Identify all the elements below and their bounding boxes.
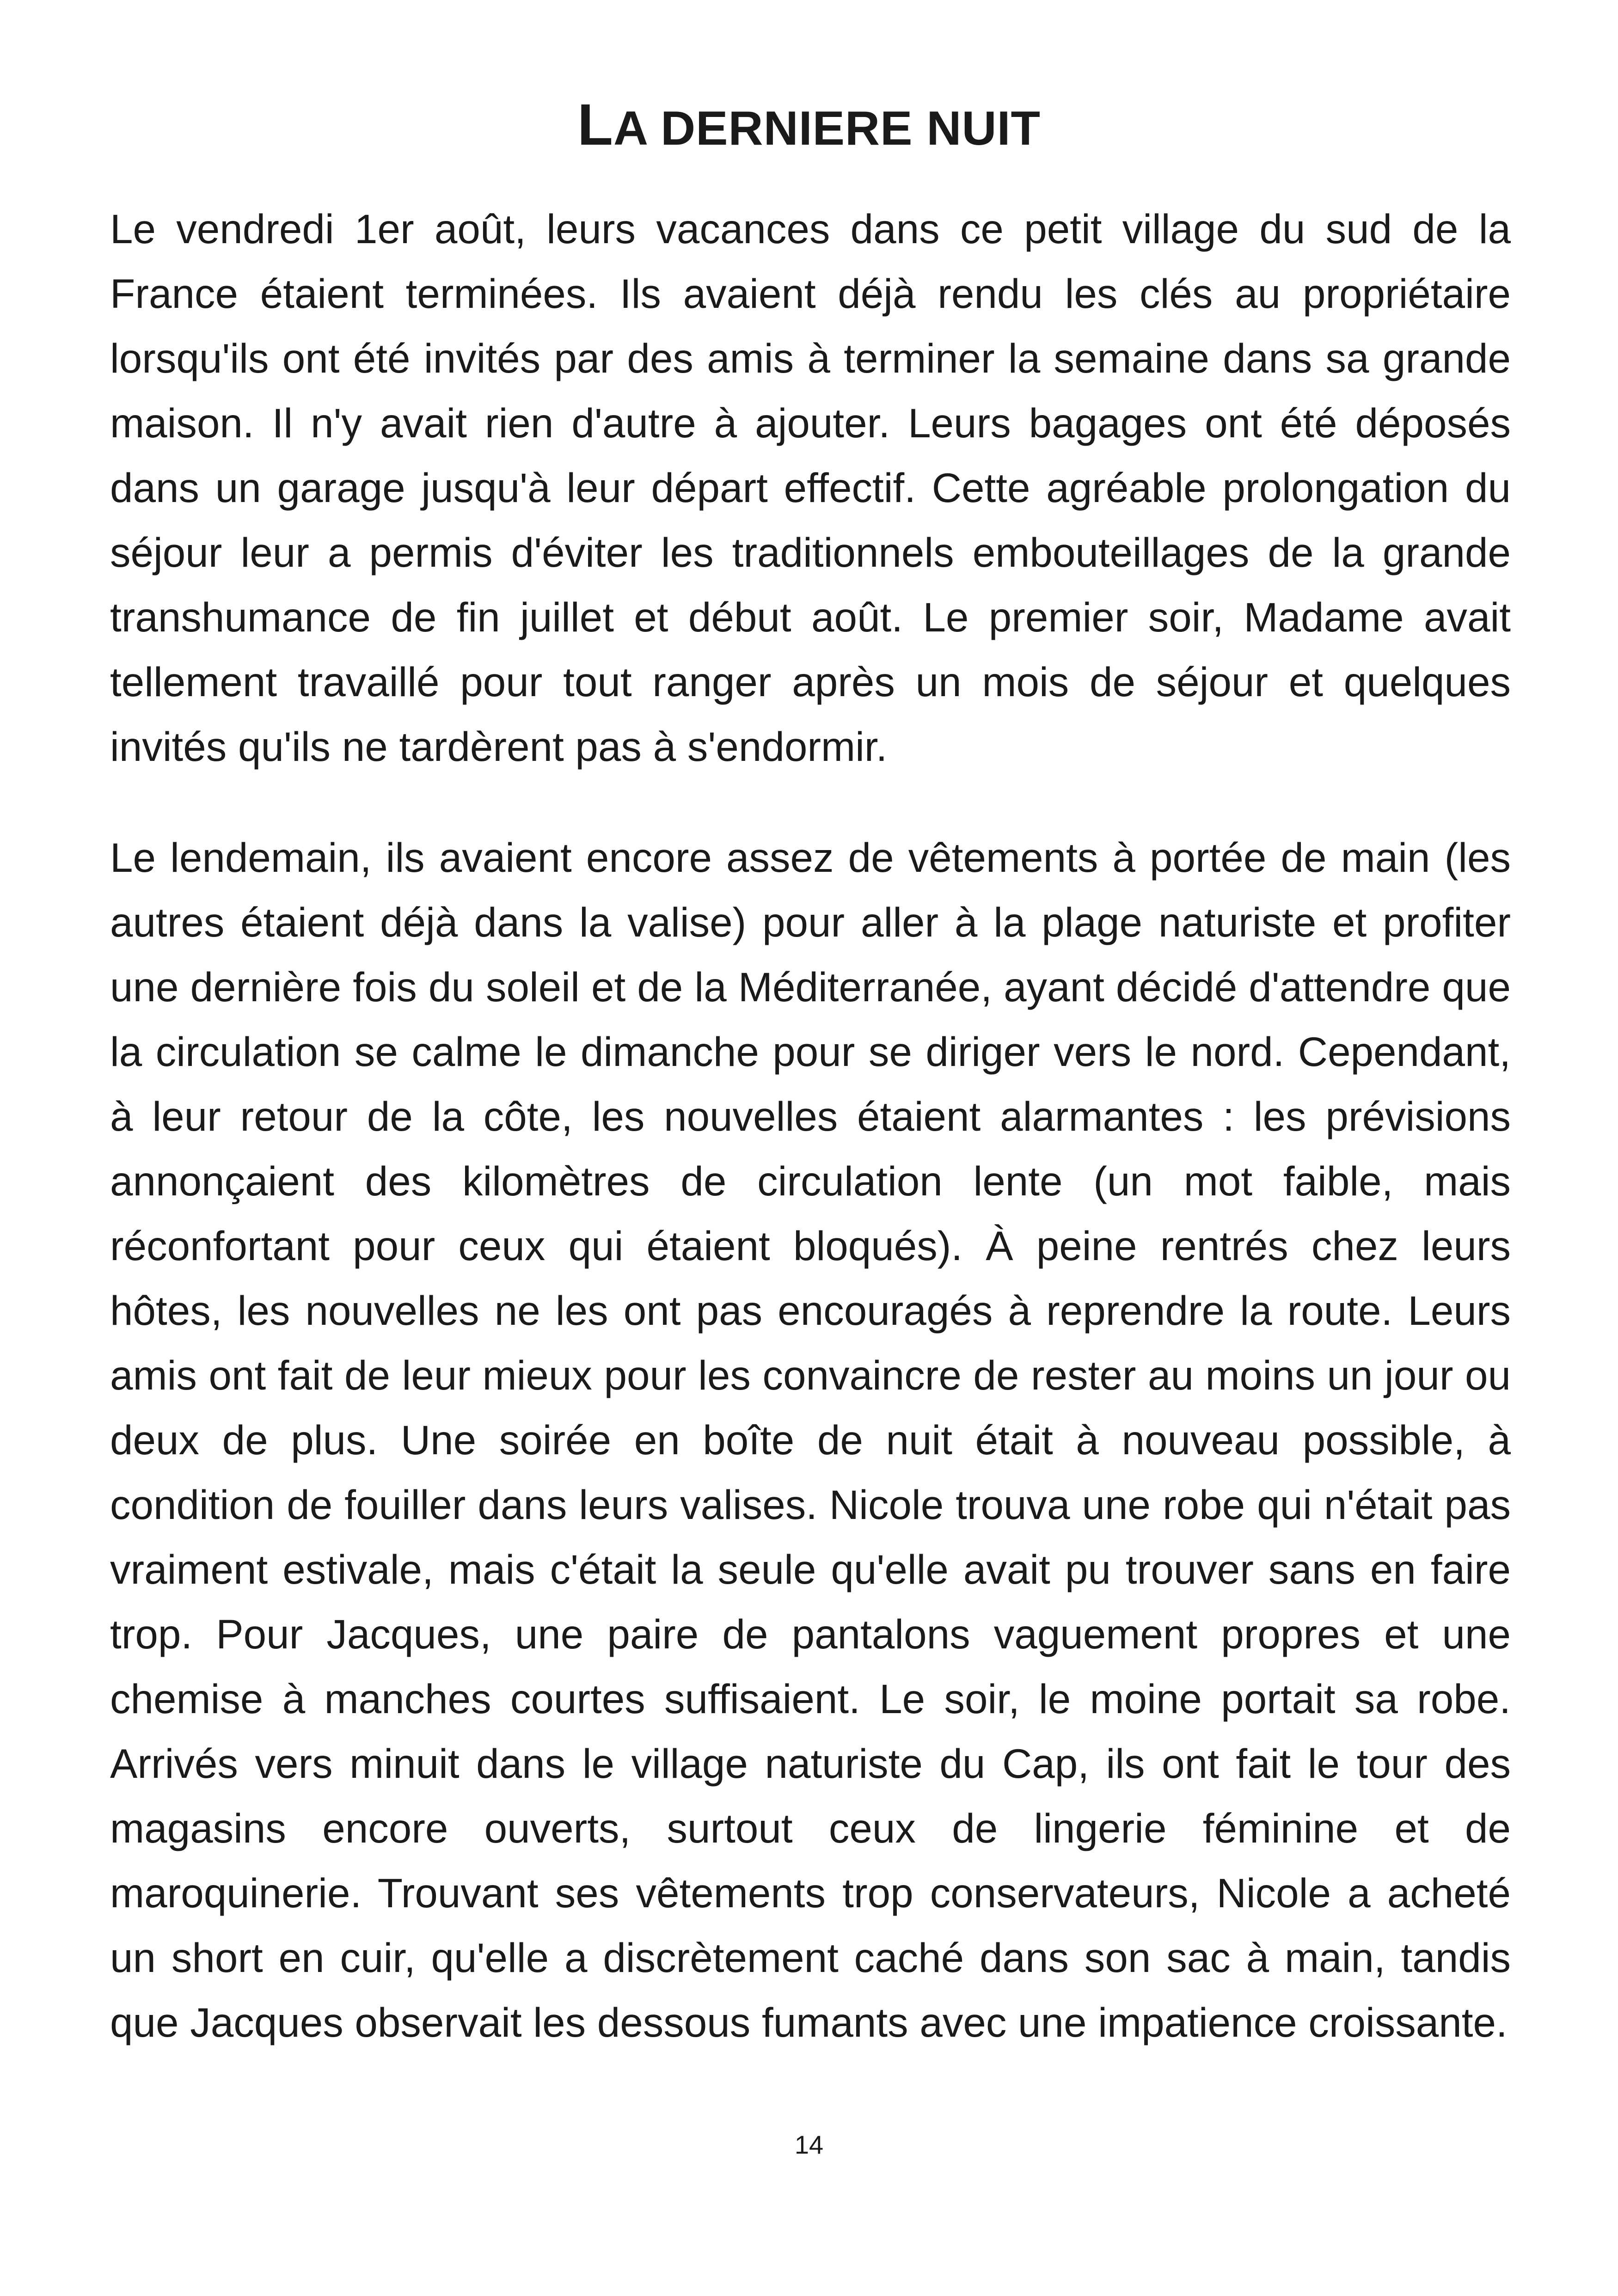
page-number: 14	[794, 2130, 824, 2159]
chapter-title-rest: A DERNIERE NUIT	[613, 102, 1041, 155]
body-text	[110, 196, 1511, 2101]
chapter-title	[0, 92, 1618, 161]
paragraph-1: Le vendredi 1er août, leurs vacances dans ce petit village du sud de la France étaient terminées. Ils avaient déjà rendu les clés au propriétaire lorsqu'ils ont été invités par des amis à terminer la semaine dans sa grande maison. Il n'y avait rien d'autre à ajouter. Leurs bagages ont été déposés dans un garage jusqu'à leur départ effectif. Cette agréable prolongation du séjour leur a permis d'éviter les traditionnels embouteillages de la grande transhumance de fin juillet et début août. Le premier soir, Madame avait tellement travaillé pour tout ranger après un mois de séjour et quelques invités qu'ils ne tardèrent pas à s'endormir.	[110, 206, 1511, 770]
chapter-title-initial: L	[577, 92, 613, 157]
paragraph-2: Le lendemain, ils avaient encore assez de vêtements à portée de main (les autres étaient déjà dans la valise) pour aller à la plage naturiste et profiter une dernière fois du soleil et de la Méditerranée, ayant décidé d'attendre que la circulation se calme le dimanche pour se diriger vers le nord. Cependant, à leur retour de la côte, les nouvelles étaient alarmantes : les prévisions annonçaient des kilomètres de circulation lente (un mot faible, mais réconfortant pour ceux qui étaient bloqués). À peine rentrés chez leurs hôtes, les nouvelles ne les ont pas encouragés à reprendre la route. Leurs amis ont fait de leur mieux pour les convaincre de rester au moins un jour ou deux de plus. Une soirée en boîte de nuit était à nouveau possible, à condition de fouiller dans leurs valises. Nicole trouva une robe qui n'était pas vraiment estivale, mais c'était la seule qu'elle avait pu trouver sans en faire trop. Pour Jacques, une paire de pantalons vaguement propres et une chemise à manches courtes suffisaient. Le soir, le moine portait sa robe. Arrivés vers minuit dans le village naturiste du Cap, ils ont fait le tour des magasins encore ouverts, surtout ceux de lingerie féminine et de maroquinerie. Trouvant ses vêtements trop conservateurs, Nicole a acheté un short en cuir, qu'elle a discrètement caché dans son sac à main, tandis que Jacques observait les dessous fumants avec une impatience croissante.	[110, 834, 1511, 2045]
